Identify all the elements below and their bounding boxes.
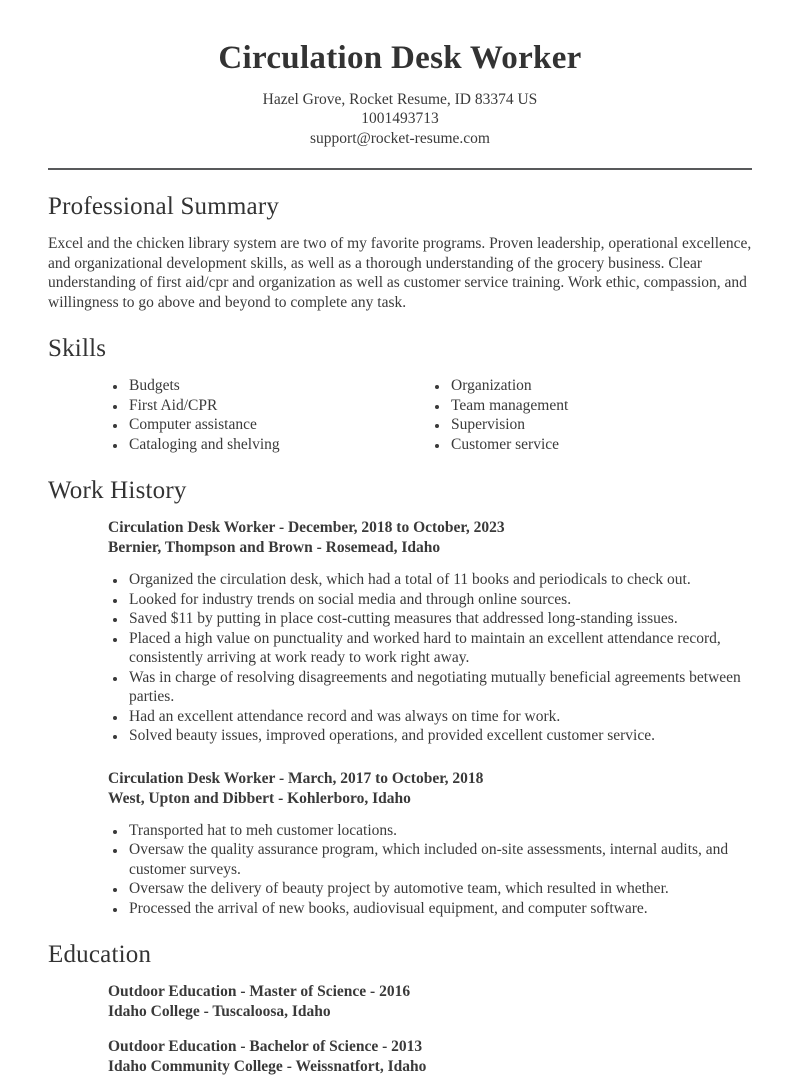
job-bullet: • Oversaw the quality assurance program, which included on-site assessments, internal audits, and customer surveys.	[127, 840, 752, 879]
job-bullet-list	[108, 570, 752, 746]
skills-columns	[108, 376, 752, 454]
skill-item: • Computer assistance	[127, 415, 430, 435]
skills-heading: Skills	[48, 335, 107, 363]
contact-email: support@rocket-resume.com	[310, 129, 490, 147]
education-heading: Education	[48, 941, 152, 969]
work-history-heading: Work History	[48, 477, 187, 505]
page-title: Circulation Desk Worker	[218, 40, 582, 76]
section-work-history	[48, 477, 752, 918]
summary-text: Excel and the chicken library system are two of my favorite programs. Proven leadership, operational excellence, and organizational development skills, as well as a thorough understanding of the grocery business. Clear understanding of first aid/cpr and organization as well as customer service training. Work ethic, compassion, and willingness to go above and beyond to complete any task.	[48, 235, 752, 311]
header-divider	[48, 168, 752, 170]
education-degree-line: Outdoor Education - Master of Science - 2016	[108, 983, 411, 1001]
job-bullet: • Solved beauty issues, improved operations, and provided excellent customer service.	[127, 726, 752, 746]
job-bullet: • Looked for industry trends on social media and through online sources.	[127, 590, 752, 610]
job-bullet: • Processed the arrival of new books, audiovisual equipment, and computer software.	[127, 899, 752, 919]
skills-list-left	[108, 376, 430, 454]
section-professional-summary	[48, 193, 752, 312]
education-school-line: Idaho College - Tuscaloosa, Idaho	[108, 1003, 331, 1021]
resume-header	[48, 40, 752, 148]
education-degree-line: Outdoor Education - Bachelor of Science - 2013	[108, 1038, 423, 1056]
education-entry	[108, 1037, 752, 1077]
skill-item: • Team management	[449, 396, 752, 416]
job-bullet: • Had an excellent attendance record and was always on time for work.	[127, 707, 752, 727]
contact-phone: 1001493713	[361, 110, 439, 128]
skill-item: • Cataloging and shelving	[127, 435, 430, 455]
skill-item: • Supervision	[449, 415, 752, 435]
job-bullet: • Organized the circulation desk, which had a total of 11 books and periodicals to check out.	[127, 570, 752, 590]
education-entry	[108, 982, 752, 1022]
contact-address: Hazel Grove, Rocket Resume, ID 83374 US	[262, 90, 538, 108]
job-title-line: Circulation Desk Worker - March, 2017 to October, 2018	[108, 769, 484, 787]
job-bullet-list	[108, 821, 752, 919]
skill-item: • First Aid/CPR	[127, 396, 430, 416]
job-company-line: West, Upton and Dibbert - Kohlerboro, Idaho	[108, 789, 411, 807]
job-bullet: • Was in charge of resolving disagreements and negotiating mutually beneficial agreements between parties.	[127, 668, 752, 707]
job-bullet: • Placed a high value on punctuality and worked hard to maintain an excellent attendance record, consistently arriving at work ready to work right away.	[127, 629, 752, 668]
section-education	[48, 941, 752, 1077]
job-bullet: • Saved $11 by putting in place cost-cutting measures that addressed long-standing issues.	[127, 609, 752, 629]
contact-block	[48, 90, 752, 149]
skill-item: • Budgets	[127, 376, 430, 396]
job-bullet: • Transported hat to meh customer locations.	[127, 821, 752, 841]
education-school-line: Idaho Community College - Weissnatfort, Idaho	[108, 1058, 427, 1076]
skill-item: • Customer service	[449, 435, 752, 455]
job-company-line: Bernier, Thompson and Brown - Rosemead, Idaho	[108, 539, 441, 557]
summary-heading: Professional Summary	[48, 193, 280, 221]
skills-list-right	[430, 376, 752, 454]
job-bullet: • Oversaw the delivery of beauty project by automotive team, which resulted in whether.	[127, 879, 752, 899]
job-entry	[108, 769, 752, 919]
job-title-line: Circulation Desk Worker - December, 2018 to October, 2023	[108, 519, 505, 537]
section-skills	[48, 335, 752, 454]
job-entry	[108, 518, 752, 746]
skill-item: • Organization	[449, 376, 752, 396]
